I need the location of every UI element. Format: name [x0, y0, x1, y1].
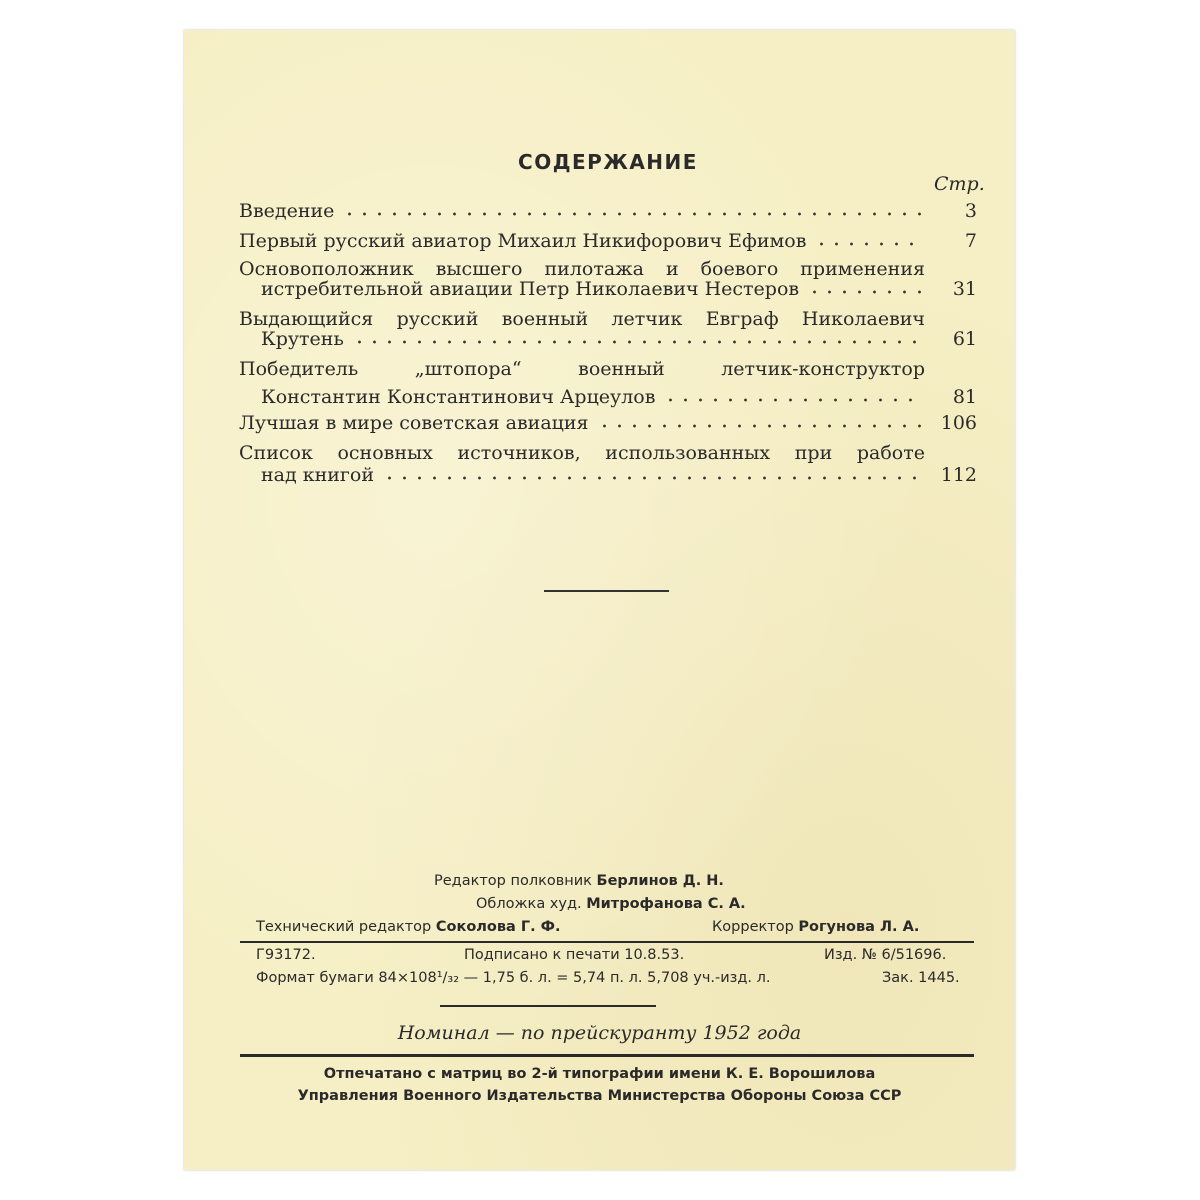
toc-page-number: 7: [964, 230, 977, 252]
credit-name: Соколова Г. Ф.: [435, 919, 561, 935]
imprint-rule-top: [240, 941, 974, 943]
toc-entry-text: Первый русский авиатор Михаил Никифорович Ефимов: [239, 230, 807, 252]
credit-tech-editor: [256, 919, 561, 935]
toc-entry-soviet-aviation[interactable]: [239, 410, 929, 436]
dot-leader: [807, 290, 921, 294]
credit-name: Митрофанова С. А.: [586, 896, 746, 912]
dot-leader: [814, 242, 921, 246]
imprint-signed: Подписано к печати 10.8.53.: [464, 947, 685, 963]
imprint-code: Г93172.: [256, 947, 316, 963]
toc-page-number: 31: [952, 278, 977, 300]
toc-entry-text: истребительной авиации Петр Николаевич Нестеров: [261, 278, 800, 300]
dot-leader: [382, 476, 921, 480]
imprint-rule-short: [440, 1005, 656, 1007]
credit-role: Технический редактор: [256, 919, 432, 935]
dot-leader: [352, 340, 921, 344]
credit-editor: [434, 873, 724, 889]
dot-leader: [342, 212, 921, 216]
credit-name: Берлинов Д. Н.: [596, 873, 724, 889]
credit-role: Корректор: [712, 919, 794, 935]
toc-entry-text: Основоположник высшего пилотажа и боевого применения: [239, 258, 925, 280]
toc-entry-introduction[interactable]: [239, 198, 929, 224]
imprint-rule-bottom: [240, 1054, 974, 1057]
credit-cover: [476, 896, 746, 912]
dot-leader: [663, 398, 921, 402]
credit-role: Редактор полковник: [434, 873, 592, 889]
toc-entry-text: Введение: [239, 200, 335, 222]
toc-entry-artseulov-line1[interactable]: [239, 356, 925, 382]
toc-entry-efimov[interactable]: [239, 228, 929, 254]
credit-name: Рогунова Л. А.: [798, 919, 920, 935]
toc-entry-kruten-line2[interactable]: [261, 326, 929, 352]
toc-entry-text: Победитель „штопора“ военный летчик-конструктор: [239, 358, 925, 380]
credit-corrector: [712, 919, 919, 935]
toc-entry-text: Выдающийся русский военный летчик Евграф Николаевич: [239, 308, 925, 330]
price-note: Номинал — по прейскуранту 1952 года: [397, 1022, 802, 1044]
toc-page-number: 81: [952, 386, 977, 408]
dot-leader: [597, 424, 921, 428]
toc-entry-sources-line2[interactable]: [261, 462, 929, 488]
credit-role: Обложка худ.: [476, 896, 582, 912]
toc-entry-text: над книгой: [261, 464, 374, 486]
toc-entry-text: Лучшая в мире советская авиация: [239, 412, 589, 434]
printer-line-2: Управления Военного Издательства Министерства Обороны Союза ССР: [297, 1088, 902, 1104]
imprint-format: Формат бумаги 84×108¹/₃₂ — 1,75 б. л. = 5,74 п. л. 5,708 уч.-изд. л.: [256, 970, 771, 986]
toc-entry-text: Крутень: [261, 328, 344, 350]
toc-entry-text: Константин Константинович Арцеулов: [261, 386, 656, 408]
printer-line-1: Отпечатано с матриц во 2-й типографии имени К. Е. Ворошилова: [323, 1066, 876, 1082]
book-page: [184, 30, 1015, 1170]
toc-entry-text: Список основных источников, использованных при работе: [239, 442, 925, 464]
toc-page-number: 112: [940, 464, 977, 486]
toc-page-number: 3: [964, 200, 977, 222]
imprint-order: Зак. 1445.: [882, 970, 960, 986]
toc-page-number: 61: [952, 328, 977, 350]
section-divider: [544, 590, 669, 592]
page-column-label: Стр.: [934, 173, 985, 195]
toc-heading: СОДЕРЖАНИЕ: [518, 150, 698, 174]
toc-page-number: 106: [940, 412, 977, 434]
toc-entry-artseulov-line2[interactable]: [261, 384, 929, 410]
imprint-izd: Изд. № 6/51696.: [824, 947, 947, 963]
toc-entry-nesterov-line2[interactable]: [261, 276, 929, 302]
